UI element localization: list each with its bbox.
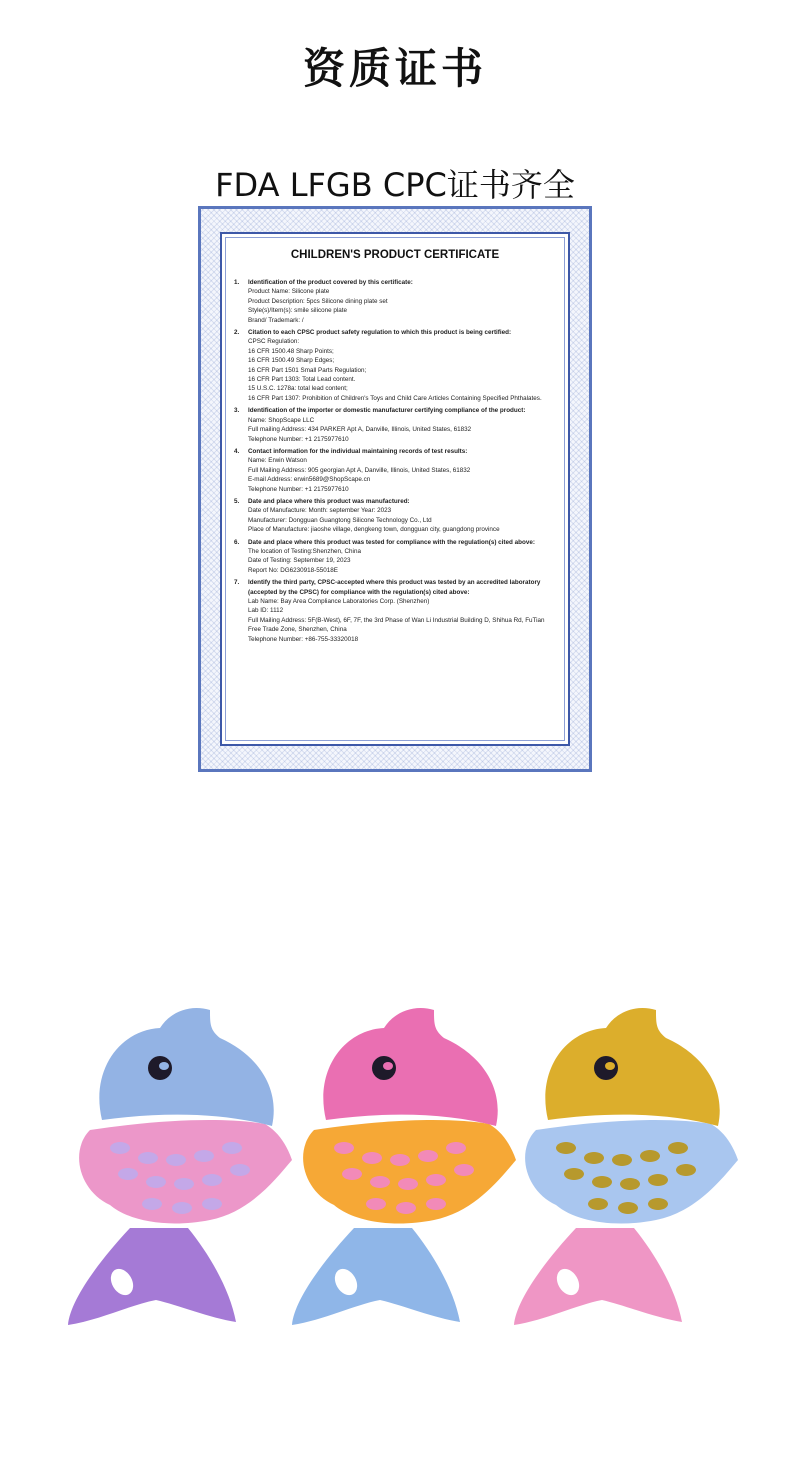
section-content: [248, 538, 556, 576]
fish-spot: [426, 1198, 446, 1210]
section-line: Date of Testing: September 19, 2023: [248, 557, 351, 565]
fish-teether-2: [284, 1000, 520, 1330]
section-line: Brand/ Trademark: /: [248, 316, 304, 324]
certificate-image: [198, 206, 592, 772]
section-heading: Identification of the product covered by this certificate:: [248, 279, 413, 286]
page-title: 资质证书: [302, 44, 487, 93]
section-content: [248, 578, 556, 644]
fish-spot: [172, 1202, 192, 1214]
fish-spot: [446, 1142, 466, 1154]
section-heading: Citation to each CPSC product safety regulation to which this product is being certified:: [248, 329, 512, 337]
section-heading: Date and place where this product was manufactured:: [248, 497, 410, 505]
fish-spot: [454, 1164, 474, 1176]
fish-spot: [362, 1152, 382, 1164]
fish-spot: [618, 1202, 638, 1214]
fish-teether-3: [506, 1000, 742, 1330]
fish-spot: [398, 1178, 418, 1190]
section-heading: Identification of the importer or domestic manufacturer certifying compliance of the product:: [248, 407, 526, 415]
section-line: Lab Name: Bay Area Compliance Laboratories Corp. (Shenzhen): [248, 598, 430, 605]
fish-spot: [202, 1198, 222, 1210]
fish-spot: [342, 1168, 362, 1180]
fish-spot: [648, 1198, 668, 1210]
section-number: 1.: [234, 279, 240, 286]
section-line: 16 CFR Part 1501 Small Parts Regulation;: [248, 366, 367, 374]
section-line: The location of Testing:Shenzhen, China: [248, 547, 361, 555]
section-number: 4.: [234, 447, 240, 455]
section-line: 16 CFR Part 1307: Prohibition of Children's Toys and Child Care Articles Containing Specified Phthalates.: [248, 394, 542, 402]
fish-spot: [588, 1198, 608, 1210]
section-line: Telephone Number: +1 2175977610: [248, 485, 349, 493]
section-content: [248, 278, 556, 325]
certificate-section: [234, 406, 556, 444]
fish-spot: [202, 1174, 222, 1186]
section-line: 16 CFR Part 1303: Total Lead content.: [248, 376, 356, 384]
section-line: Place of Manufacture: jiaoshe village, dengkeng town, dongguan city, guangdong province: [248, 526, 500, 534]
certificate-panel: [220, 232, 570, 746]
fish-spot: [174, 1178, 194, 1190]
section-line: CPSC Regulation:: [248, 338, 300, 346]
certificate-section: [234, 497, 556, 535]
fish-spot: [370, 1176, 390, 1188]
fish-spot: [640, 1150, 660, 1162]
section-heading: Identify the third party, CPSC-accepted where this product was tested by an accredited laboratory (accepted by the CPSC) for compliance with the regulation(s) cited above:: [248, 579, 541, 596]
section-content: [248, 497, 556, 535]
section-line: 16 CFR 1500.48 Sharp Points;: [248, 347, 334, 355]
section-line: Telephone Number: +1 2175977610: [248, 435, 349, 443]
section-number: 5.: [234, 497, 240, 505]
section-line: Full Mailing Address: 905 georgian Apt A, Danville, Illinois, United States, 61832: [248, 466, 471, 474]
section-heading: Date and place where this product was tested for compliance with the regulation(s) cited above:: [248, 538, 535, 546]
fish-spot: [668, 1142, 688, 1154]
page-subtitle: FDA LFGB CPC证书齐全: [215, 166, 575, 204]
section-line: Product Name: Silicone plate: [248, 288, 330, 296]
section-heading: Contact information for the individual maintaining records of test results:: [248, 447, 468, 455]
section-line: Report No: DG6230918-55018E: [248, 566, 338, 574]
fish-teether-1: [60, 1000, 296, 1330]
certificate-section: [234, 578, 556, 644]
certificate-section: [234, 278, 556, 325]
certificate-section: [234, 538, 556, 576]
certificate-title: CHILDREN'S PRODUCT CERTIFICATE: [290, 249, 500, 261]
fish-spot: [366, 1198, 386, 1210]
section-line: Product Description: 5pcs Silicone dining plate set: [248, 297, 388, 305]
fish-spot: [230, 1164, 250, 1176]
section-line: Name: Erwin Watson: [248, 457, 307, 465]
fish-spot: [648, 1174, 668, 1186]
fish-spot: [142, 1198, 162, 1210]
section-line: 15 U.S.C. 1278a: total lead content;: [248, 385, 348, 393]
section-line: Date of Manufacture: Month: september Year: 2023: [248, 507, 392, 515]
fish-spot: [426, 1174, 446, 1186]
fish-spot: [222, 1142, 242, 1154]
section-line: Style(s)/Item(s): smile silicone plate: [248, 307, 348, 315]
section-number: 3.: [234, 407, 240, 415]
certificate-section: [234, 328, 556, 403]
section-line: E-mail Address: erwin5689@ShopScape.cn: [248, 476, 371, 484]
fish-spot: [612, 1154, 632, 1166]
section-content: [248, 406, 556, 444]
certificate-body: [234, 278, 556, 647]
section-content: [248, 447, 556, 494]
fish-spot: [118, 1168, 138, 1180]
certificate-section: [234, 447, 556, 494]
fish-spot: [166, 1154, 186, 1166]
fish-spot: [390, 1154, 410, 1166]
section-line: Telephone Number: +86-755-33320018: [248, 635, 359, 643]
section-line: Name: ShopScape LLC: [248, 416, 315, 424]
fish-spot: [676, 1164, 696, 1176]
fish-spot: [110, 1142, 130, 1154]
fish-spot: [556, 1142, 576, 1154]
fish-spot: [620, 1178, 640, 1190]
section-number: 2.: [234, 329, 240, 337]
fish-spot: [564, 1168, 584, 1180]
fish-spot: [146, 1176, 166, 1188]
fish-spot: [592, 1176, 612, 1188]
section-line: Full Mailing Address: 5F(B-West), 6F, 7F, the 3rd Phase of Wan Li Industrial Building D, Shihua Rd, FuTian Free Trade Zone, Shenzhen, China: [248, 616, 545, 634]
section-line: 16 CFR 1500.49 Sharp Edges;: [248, 357, 335, 365]
section-line: Lab ID: 1112: [248, 607, 284, 615]
fish-spot: [418, 1150, 438, 1162]
fish-spot: [334, 1142, 354, 1154]
section-line: Manufacturer: Dongguan Guangtong Silicone Technology Co., Ltd: [248, 516, 432, 524]
fish-spot: [396, 1202, 416, 1214]
fish-spot: [194, 1150, 214, 1162]
section-line: Full mailing Address: 434 PARKER Apt A, Danville, Illinois, United States, 61832: [248, 426, 472, 434]
section-number: 6.: [234, 538, 240, 546]
section-content: [248, 328, 556, 403]
fish-spot: [584, 1152, 604, 1164]
fish-spot: [138, 1152, 158, 1164]
product-photo-fish-teethers: [60, 1000, 730, 1330]
section-number: 7.: [234, 579, 240, 587]
